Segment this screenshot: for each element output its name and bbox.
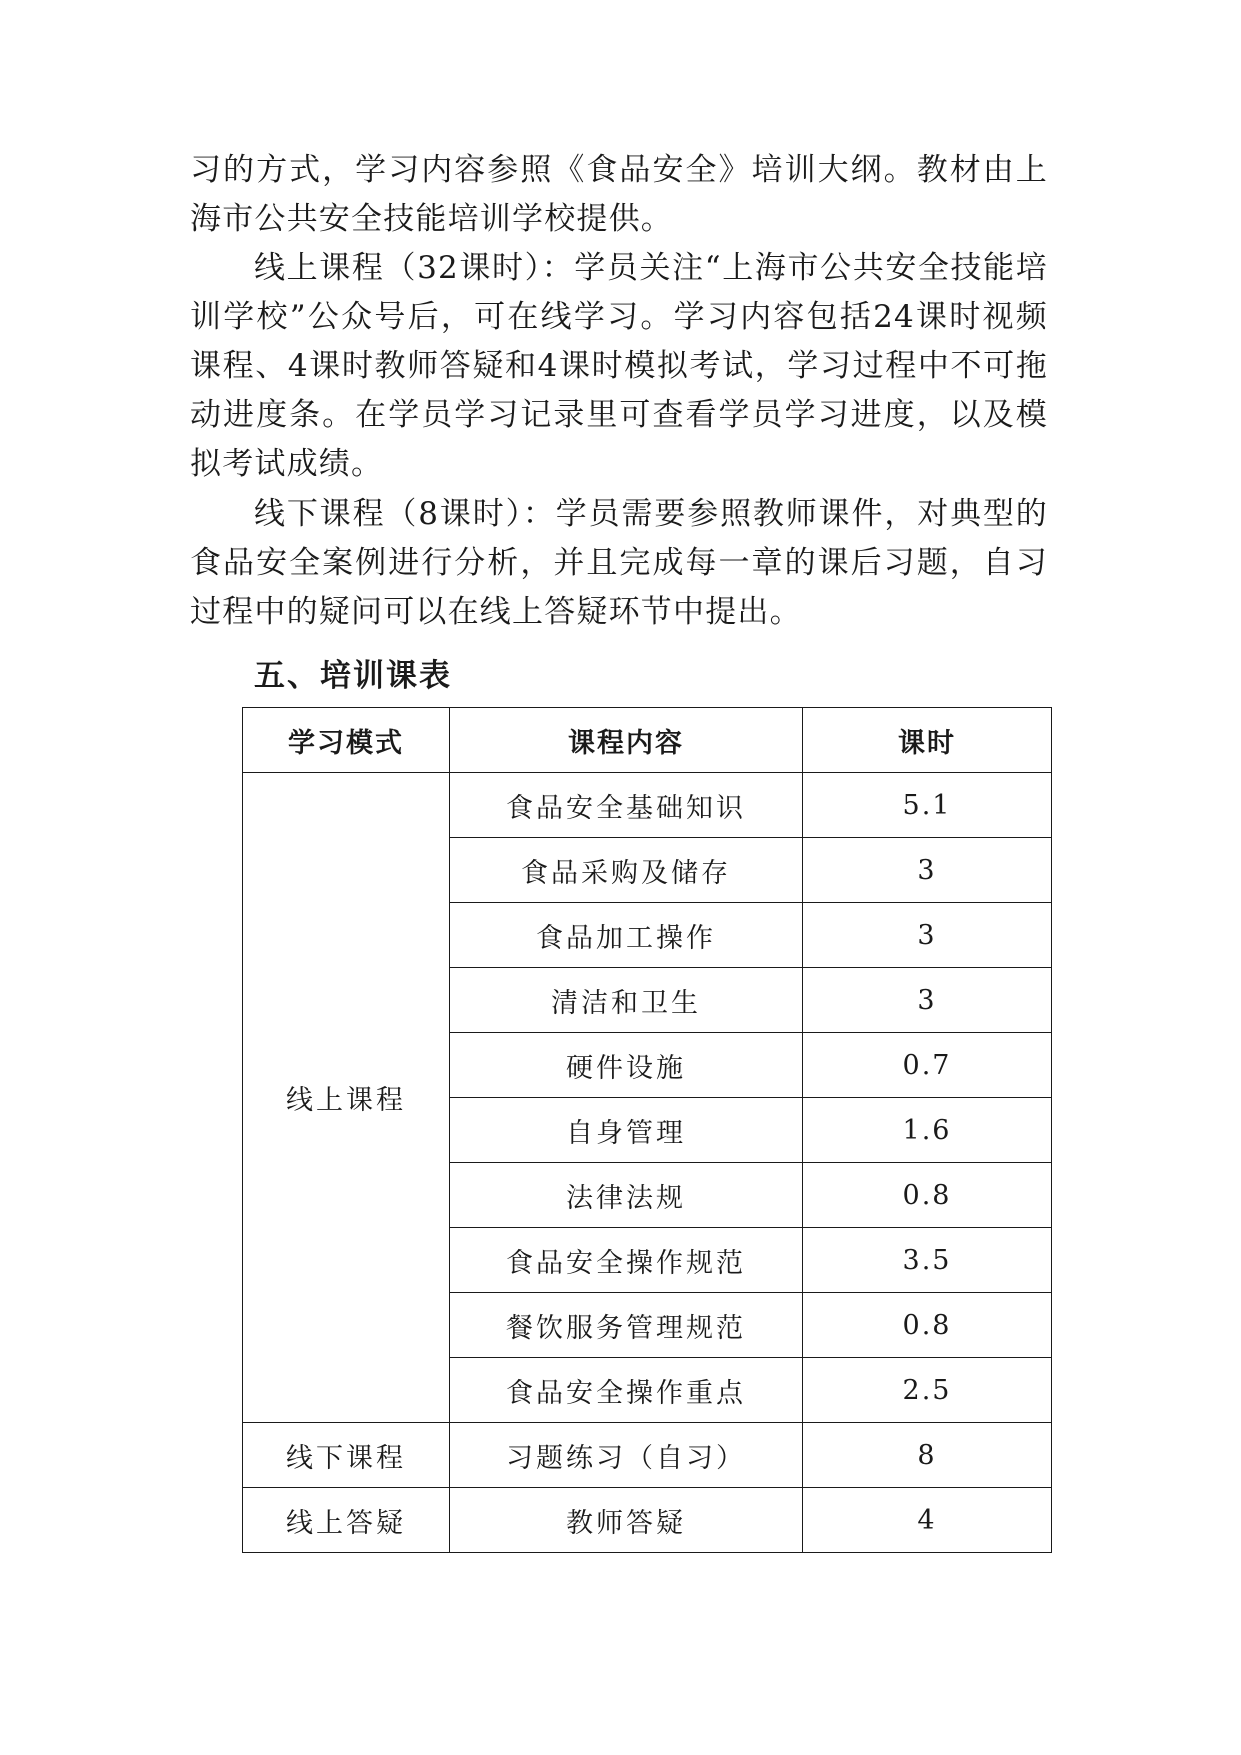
hours-cell: 4: [803, 1488, 1052, 1553]
hours-cell: 0.8: [803, 1293, 1052, 1358]
table-row: [243, 773, 1052, 838]
hours-cell: 3: [803, 903, 1052, 968]
paragraph-online-course: 线上课程（32课时）：学员关注“上海市公共安全技能培训学校”公众号后，可在线学习。学习内容包括24课时视频课程、4课时教师答疑和4课时模拟考试，学习过程中不可拖动进度条。在学员学习记录里可查看学员学习进度，以及模拟考试成绩。: [190, 250, 1048, 482]
table-header-row: [243, 708, 1052, 773]
content-cell: 食品加工操作: [450, 903, 803, 968]
table-row: [243, 1423, 1052, 1488]
paragraph-offline-course: 线下课程（8课时）：学员需要参照教师课件，对典型的食品安全案例进行分析，并且完成每一章的课后习题，自习过程中的疑问可以在线上答疑环节中提出。: [190, 496, 1048, 630]
content-cell: 自身管理: [450, 1098, 803, 1163]
paragraph-study-method: 习的方式，学习内容参照《食品安全》培训大纲。教材由上海市公共安全技能培训学校提供。: [190, 152, 1048, 237]
content-cell: 食品采购及储存: [450, 838, 803, 903]
hours-cell: 2.5: [803, 1358, 1052, 1423]
hours-cell: 0.8: [803, 1163, 1052, 1228]
mode-cell-online-qa: 线上答疑: [243, 1488, 450, 1553]
header-course-content: 课程内容: [450, 708, 803, 773]
hours-cell: 3: [803, 838, 1052, 903]
content-cell: 清洁和卫生: [450, 968, 803, 1033]
section-heading-schedule: 五、培训课表: [254, 658, 452, 694]
training-schedule-table: [242, 707, 1052, 1553]
hours-cell: 3: [803, 968, 1052, 1033]
content-cell: 食品安全操作重点: [450, 1358, 803, 1423]
content-cell: 餐饮服务管理规范: [450, 1293, 803, 1358]
hours-cell: 8: [803, 1423, 1052, 1488]
content-cell: 法律法规: [450, 1163, 803, 1228]
mode-cell-online: 线上课程: [243, 773, 450, 1423]
header-hours: 课时: [803, 708, 1052, 773]
content-cell: 硬件设施: [450, 1033, 803, 1098]
content-cell: 食品安全基础知识: [450, 773, 803, 838]
content-cell: 教师答疑: [450, 1488, 803, 1553]
table-row: [243, 1488, 1052, 1553]
content-cell: 食品安全操作规范: [450, 1228, 803, 1293]
hours-cell: 1.6: [803, 1098, 1052, 1163]
header-study-mode: 学习模式: [243, 708, 450, 773]
hours-cell: 0.7: [803, 1033, 1052, 1098]
hours-cell: 5.1: [803, 773, 1052, 838]
content-cell: 习题练习（自习）: [450, 1423, 803, 1488]
hours-cell: 3.5: [803, 1228, 1052, 1293]
mode-cell-offline: 线下课程: [243, 1423, 450, 1488]
